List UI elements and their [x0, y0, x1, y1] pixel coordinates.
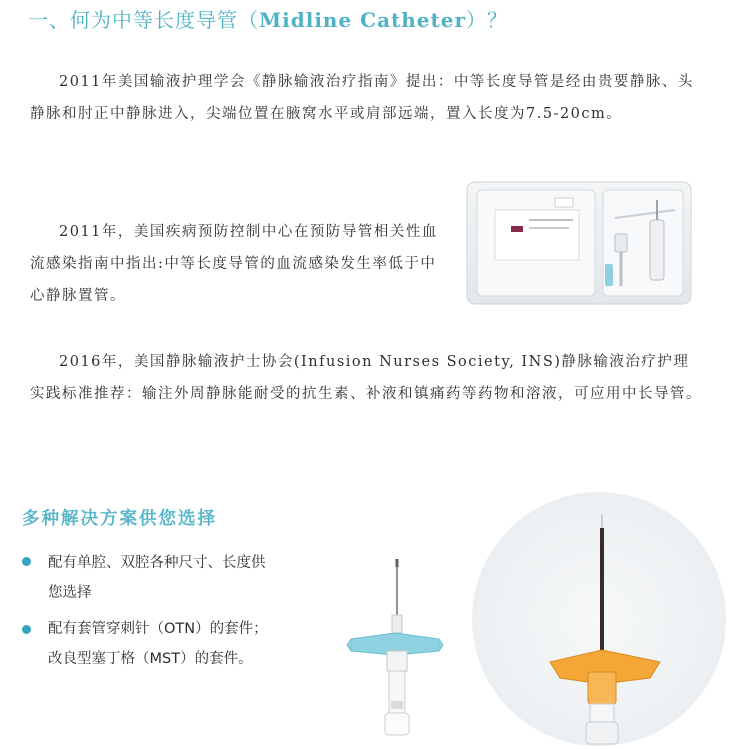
orange-hub-needle-image	[540, 512, 670, 748]
bullet-item: 配有套管穿刺针（OTN）的套件； 改良型塞丁格（MST）的套件。	[22, 614, 342, 674]
bullet-dot-icon	[22, 557, 31, 566]
page-title: 一、何为中等长度导管（Midline Catheter）？	[28, 8, 509, 32]
paragraph-2011-cdc: 2011年，美国疾病预防控制中心在预防导管相关性血流感染指南中指出:中等长度导管的血流感染发生率低于中心静脉置管。	[30, 224, 438, 304]
section-title: 多种解决方案供您选择	[22, 509, 217, 529]
catheter-kit-tray-image	[465, 180, 693, 306]
paragraph-2011-guideline: 2011年美国输液护理学会《静脉输液治疗指南》提出：中等长度导管是经由贵要静脉、头静脉和肘正中静脉进入，尖端位置在腋窝水平或肩部远端，置入长度为7.5-20cm。	[30, 74, 694, 122]
blue-hub-needle-image	[345, 555, 445, 745]
bullet-item: 配有单腔、双腔各种尺寸、长度供 您选择	[22, 548, 342, 608]
paragraph-2016-ins: 2016年，美国静脉输液护士协会(Infusion Nurses Society, INS)静脉输液治疗护理实践标准推荐：输注外周静脉能耐受的抗生素、补液和镇痛药等药物和溶液，可应用中长导管。	[30, 354, 702, 402]
bullet-list	[22, 548, 342, 674]
bullet-dot-icon	[22, 625, 31, 634]
title-latin: Midline Catheter	[259, 8, 467, 32]
